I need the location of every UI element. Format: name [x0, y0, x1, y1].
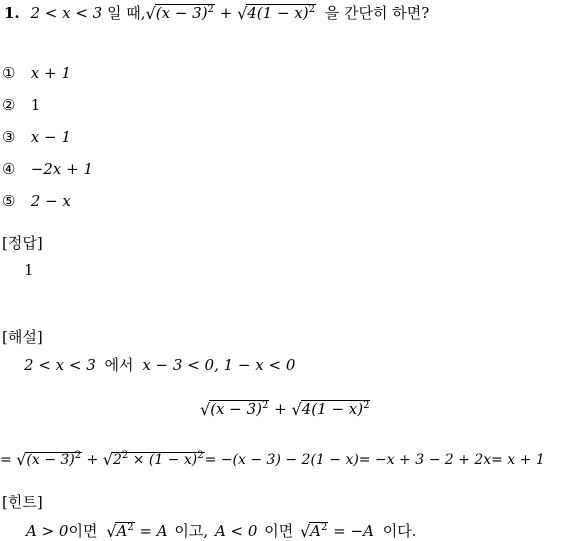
hint-heading: [힌트] — [2, 493, 43, 511]
question-condition: 2 < x < 3 — [30, 4, 103, 22]
choice-text: −2x + 1 — [30, 160, 94, 178]
question-line — [4, 4, 429, 22]
choice-text: 1 — [30, 96, 41, 114]
explanation-heading: [해설] — [2, 328, 43, 346]
explanation-equation: = $√(x - 3)^2 + √2^2 \times (1 - x)^2= -(x - 3) - 2(1 - x)= -x + 3 - 2 + 2x= x + 1$ — [0, 450, 545, 469]
choice-2[interactable] — [2, 98, 40, 113]
choice-5[interactable] — [2, 194, 71, 209]
hint-text: A > 0이면 $√A^2 = A$ 이고, A < 0 이면 $√A^2 = -A$ 이다. — [26, 522, 417, 541]
choice-mark: ② — [2, 96, 16, 114]
question-number: 1. — [4, 4, 20, 22]
question-condition-suffix: 일 때, — [107, 4, 146, 22]
choice-mark: ① — [2, 64, 16, 82]
choice-4[interactable] — [2, 162, 93, 177]
question-ask: 을 간단히 하면? — [324, 4, 430, 22]
radical-1: $√(x - 3)^2$ — [145, 4, 214, 23]
answer-heading: [정답] — [2, 234, 43, 252]
choice-mark: ⑤ — [2, 192, 16, 210]
choice-text: 2 − x — [30, 192, 71, 210]
radical-2: $√4(1 - x)^2$ — [237, 4, 315, 23]
choice-mark: ③ — [2, 128, 16, 146]
choice-3[interactable] — [2, 130, 71, 145]
choice-text: x − 1 — [30, 128, 71, 146]
explanation-line-1: 2 < x < 3 에서 x − 3 < 0, 1 − x < 0 — [24, 356, 296, 374]
explanation-centered-expression: $√(x - 3)^2 + √4(1 - x)^2$ — [200, 400, 370, 419]
plus-sign: + — [219, 4, 233, 22]
choice-mark: ④ — [2, 160, 16, 178]
choice-text: x + 1 — [30, 64, 71, 82]
answer-value: 1 — [24, 261, 34, 279]
choice-1[interactable] — [2, 66, 71, 81]
